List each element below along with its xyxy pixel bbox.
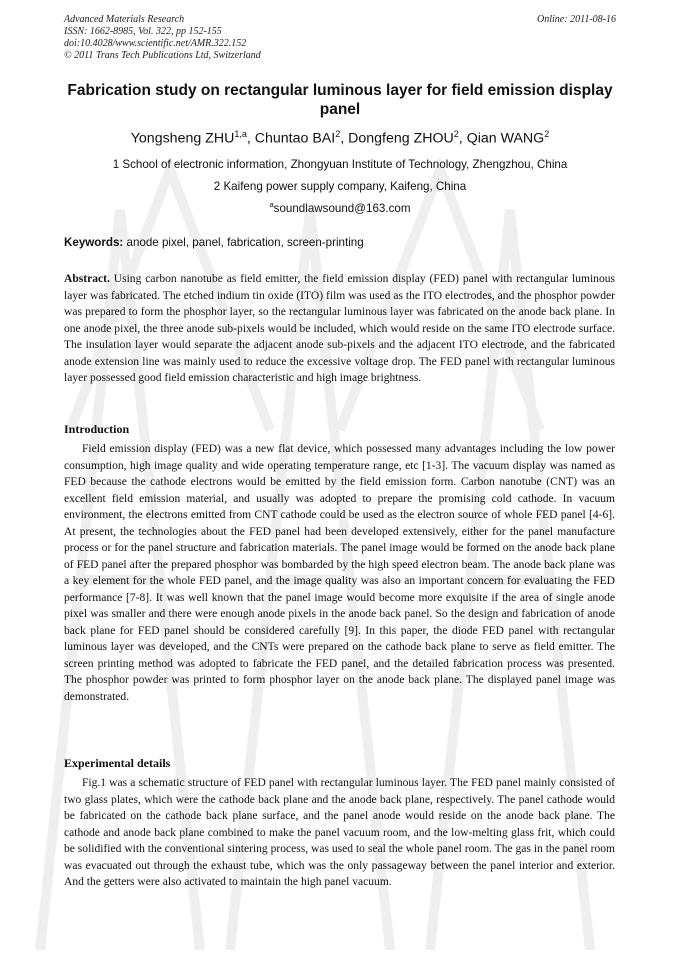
affiliation-1: 1 School of electronic information, Zhongyuan Institute of Technology, Zhengzhou, China xyxy=(112,158,568,171)
author-name: Qian WANG xyxy=(466,130,545,147)
abstract-label: Abstract. xyxy=(64,273,110,285)
author-list: Yongsheng ZHU$^{1,a}$, Chuntao BAI$^2$, Dongfeng ZHOU$^2$, Qian WANG$^2$ xyxy=(130,129,550,147)
issn-line: ISSN: 1662-8985, Vol. 322, pp 152-155 xyxy=(64,26,222,37)
doi-line: doi:10.4028/www.scientific.net/AMR.322.152 xyxy=(64,38,247,49)
introduction-paragraph: Field emission display (FED) was a new flat device, which possessed many advantages including the low power consumption, high image quality and wide operating temperature range, etc [1-3]. The vacuum display was named as FED because the cathode electrons would be emitted by the field emission form. Carbon nanotube (CNT) was an excellent field emission material, and usually was adopted to prepare the promising cold cathode. In vacuum environment, the electrons emitted from CNT cathode could be used as the electron source of whole FED panel [4-6]. At present, the technologies about the FED panel had been developed extensively, either for the panel manufacture process or for the panel structure and fabrication materials. The panel image would be formed on the anode back plane of FED panel after the prepared phosphor was bombarded by the high speed electron beam. The anode back plane was a key element for the whole FED panel, and the image quality was also an important concern for evaluating the FED performance [7-8]. It was well known that the panel image would become more exquisite if the area of single anode pixel was smaller and there were enough anode pixels in the anode back panel. So the design and fabrication of anode back plane for FED panel should be considered carefully [9]. In this paper, the diode FED panel with rectangular luminous layer was developed, and the CNTs were prepared on the cathode back plane to serve as field emitter. The screen printing method was adopted to fabricate the FED panel, and the detailed fabrication process was presented. The phosphor powder was printed to form phosphor layer on the anode back plane. The displayed panel image was demonstrated. xyxy=(64,443,615,703)
email-marker: a xyxy=(269,200,274,209)
author-affiliation-marker: 2 xyxy=(335,129,341,139)
journal-name: Advanced Materials Research xyxy=(64,14,185,25)
keywords-label: Keywords: xyxy=(64,236,124,249)
keywords-text: anode pixel, panel, fabrication, screen-printing xyxy=(126,236,364,249)
email-line xyxy=(64,200,616,215)
author-affiliation-marker: 2 xyxy=(544,129,550,139)
author-affiliation-marker: 1,a xyxy=(234,129,247,139)
author-email: soundlawsound@163.com xyxy=(273,201,411,215)
journal-header xyxy=(64,14,616,62)
author-name: Dongfeng ZHOU xyxy=(348,130,454,147)
author-name: Chuntao BAI xyxy=(254,130,336,147)
keywords-line xyxy=(64,236,616,249)
affiliation-2: 2 Kaifeng power supply company, Kaifeng, China xyxy=(213,180,467,193)
author-name: Yongsheng ZHU xyxy=(130,130,235,147)
author-affiliation-marker: 2 xyxy=(453,129,459,139)
online-date: Online: 2011-08-16 xyxy=(537,14,616,25)
experimental-paragraph: Fig.1 was a schematic structure of FED panel with rectangular luminous layer. The FED panel mainly consisted of two glass plates, which were the cathode back plane and the anode back plane, respectively. The panel cathode would be fabricated on the cathode back plane surface, and the panel anode would reside on the anode back plane. The cathode and anode back plane combined to make the panel vacuum room, and the low-melting glass frit, which could be solidified with the conventional sintering process, was used to seal the whole panel room. The gas in the panel room was evacuated out through the exhaust tube, which was the only passageway between the panel interior and exterior. And the getters were also activated to maintain the high panel vacuum. xyxy=(64,777,615,888)
paper-title: Fabrication study on rectangular luminous layer for field emission display panel xyxy=(67,82,613,118)
copyright-line: © 2011 Trans Tech Publications Ltd, Switzerland xyxy=(64,50,261,61)
section-heading-introduction: Introduction xyxy=(64,422,130,436)
abstract-text: Using carbon nanotube as field emitter, the field emission display (FED) panel with rectangular luminous layer was fabricated. The etched indium tin oxide (ITO) film was used as the ITO electrodes, and the phosphor powder was prepared to form the phosphor layer, so the rectangular luminous layer was fabricated on the anode back plane. In one anode pixel, the three anode sub-pixels would be included, which would reside on the same ITO electrode surface. The insulation layer would separate the adjacent anode sub-pixels and the adjacent ITO electrode, and the fabricated anode extension line was mainly used to reduce the excessive voltage drop. The FED panel with rectangular luminous layer possessed good field emission characteristic and high image brightness. xyxy=(64,273,615,384)
abstract-paragraph xyxy=(64,271,615,387)
section-heading-experimental: Experimental details xyxy=(64,756,171,770)
